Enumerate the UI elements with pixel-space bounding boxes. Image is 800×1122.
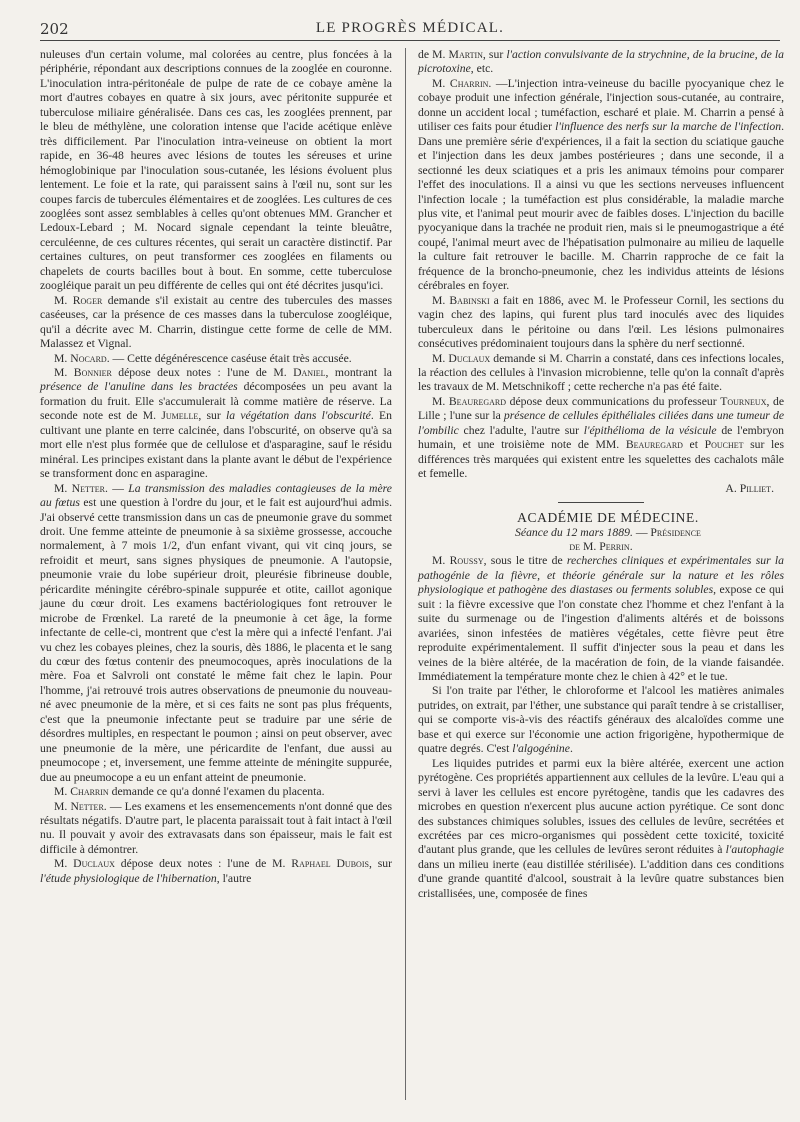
page-header — [40, 18, 780, 41]
paragraph: M. Charrin. —L'injection intra-veineuse du bacille pyocyanique chez le cobaye produit une infection générale, l'injection sous-cutanée, au contraire, donne un accident local ; tuméfaction, escharé et plaie. M. Charrin a pensé à utiliser ces faits pour étudier l'influence des nerfs sur la marche de l'infection. Dans une première série d'expériences, il a fait la section du sciatique gauche et l'injection dans les deux jambes postérieures ; dans une seconde, il a sectionné les deux sciatiques et a pris les animaux témoins pour comparer l'effet des inoculations. Il a ainsi vu que les sections nerveuses influencent l'infection locale ; la tuméfaction est plus considérable, la maladie marche plus vite, et l'animal peut mourir avec de faibles doses. L'injection du bacille pyocyanique dans la trachée ne produit rien, mais si le pneumogastrique a été coupé, l'animal meurt avec de l'hépatisation pulmonaire au milieu de laquelle la culture fait retrouver le bacille. M. Charrin rapproche de ce fait la fréquence de la broncho-pneumonie, chez les individus atteints de lésions cérébrales en foyer. — [418, 76, 784, 293]
paragraph: M. Bonnier dépose deux notes : l'une de M. Daniel, montrant la présence de l'anuline dans les bractées décomposées un peu avant la formation du fruit. Elle s'accumulerait là comme matière de réserve. La seconde note est de M. Jumelle, sur la végétation dans l'obscurité. En cultivant une plante en terre calcinée, dans l'obscurité, on observe qu'à sa mort elle n'est plus formée que de cellulose et d'asparagine, sauf le résidu minéral. Les principes existant dans la plante avant le début de l'expérience se transforment donc en asparagine. — [40, 365, 393, 481]
paragraph: M. Netter. — La transmission des maladies contagieuses de la mère au fœtus est une question à l'ordre du jour, et le fait est aujourd'hui admis. J'ai observé cette transmission dans un cas de pneumonie grave du sommet droit. Une femme atteinte de pneumonie à sa sixième grossesse, accouche normalement, à 7 mois 1/2, d'un enfant vivant, qui vit cinq jours, se refroidit et meurt, sans signes physiques de pneumonie. A l'autopsie, pneumonie vraie du lobe supérieur droit, pleurésie fibrineuse double, péricardite méningite cérébro-spinale suppurée et otite, caillot agonique jaune du cœur droit. Les examens bactériologiques font retrouver le microbe de Frœnkel. La rareté de la pneumonie à cet âge, la forme infectante de celle-ci, montrent que c'est la mère qui a infecté l'enfant. J'ai vu chez les cobayes pleines, chez la souris, dès 1886, le placenta et le sang du cœur des fœtus contenir des pneumocoques, après inoculations de la mère. Foa et Salvroli ont constaté le même fait chez le lapin. Pour l'homme, j'ai retrouvé trois autres observations de pneumonie du nouveau-né avec pneumonie de la mère, et si ces faits ne sont pas plus fréquents, c'est que la pneumonie infectante peut se traduire par une série de désordres multiples, en respectant le poumon ; ainsi on peut observer, avec une pneumonie de la mère, une péricardite de l'enfant, due aussi au pneumocope ; et, inversement, une femme atteinte de méningite suppurée, due au pneumocope a eu un enfant atteint de pneumonie. — [40, 481, 392, 784]
paragraph: M. Roussy, sous le titre de recherches cliniques et expérimentales sur la pathogénie de la fièvre, et théorie générale sur la nature et les rôles physiologique et pathogène des diastases ou ferments solubles, expose ce qui suit : la fièvre excessive que l'on constate chez l'homme et chez l'enfant à la suite du surmenage ou de l'ingestion d'aliments altérés et de boissons avariées, sinon infestées de matières végétales, cette fièvre peut être reproduite expérimentalement. Il suffit d'injecter sous la peau et dans les veines de la bière altérée, de la macération de foin, de la viande faisandée. Immédiatement la température monte chez le chien à 42° et le tue. — [418, 554, 785, 684]
section-subtitle: Séance du 12 mars 1889. — Présidence de M. Perrin. — [515, 525, 701, 553]
paragraph: M. Duclaux dépose deux notes : l'une de M. Raphael Dubois, sur l'étude physiologique de l'hibernation, l'autre — [40, 857, 392, 885]
journal-title: LE PROGRÈS MÉDICAL. — [315, 20, 505, 36]
section-title: ACADÉMIE DE MÉDECINE. — [517, 510, 699, 526]
paragraph: nuleuses d'un certain volume, mal colorées au centre, plus foncées à la périphérie, répondant aux descriptions connues de la zooglée en couronne. L'inoculation intra-péritonéale de pulpe de rate de ce cobaye amène la mort d'autres cobayes en quatre à six jours, avec péritonite suppurée et tuberculose miliaire généralisée. Dans ces cas, les zooglées prennent, par le bleu de méthylène, une coloration intense que l'acide acétique enlève très difficilement. Par l'inoculation intra-veineuse on obtient la mort rapide, en 36-48 heures avec lésions de toutes les séreuses et urine hémoglobinique par l'inoculation sous-cutanée, les lésions évoluent plus lentement. Le foie et la rate, qui paraissent sains à l'œil nu, sont sur les coupes farcis de tubercules élémentaires et de zooglées. Les cultures de ces zooglées sont assez semblables à celles qu'ont obtenues MM. Grancher et Ledoux-Lebard ; M. Nocard signale cependant la teinte bleuâtre, cerculéenne, de ces cultures récentes, qui serait un caractère distinctif. Par certaines cultures, on peut transformer ces zooglées en filaments ou chapelets de courts bacilles bout à bout. En somme, cette tuberculose zoogléique parait un peu différente de celles qui ont été décrites jusqu'ici. — [40, 48, 392, 293]
paragraph: M. Netter. — Les examens et les ensemencements n'ont donné que des résultats négatifs. D'autre part, le placenta paraissait tout à fait intact à l'œil nu. Il pouvait y avoir des extravasats dans son épaisseur, mais le fait est difficile à démontrer. — [40, 799, 392, 856]
paragraph: Les liquides putrides et parmi eux la bière altérée, exercent une action pyrétogène. Ces propriétés appartiennent aux cellules de la levûre. L'eau qui a servi à laver les cellules est encore pyrétogène, tandis que les cadavres des microbes en question n'exercent plus aucune action pyrétique. Ce sont donc des substances chimiques solubles, issues des cellules de levûre, secrétées et excrétées par ces micro-organismes qui possèdent cette toxicité, toxicité d'autant plus grande, que les cellules de levûres seront réduites à l'autophagie dans un milieu inerte (eau distillée stérilisée). L'addition dans ces conditions d'une grande quantité d'alcool, soustrait à la levûre quatre substances bien cristallisées, une, composée de fines — [418, 756, 784, 900]
paragraph: Si l'on traite par l'éther, le chloroforme et l'alcool les matières animales putrides, on extrait, par l'éther, une substance qui paraît tendre à se cristalliser, qui se comporte vis-à-vis des réactifs généraux des alcaloïdes comme une base et qui exerce sur l'économie une action frigorigène, hypothermique de quatre degrés. C'est l'algogénine. — [418, 684, 784, 756]
column-divider — [405, 48, 406, 1100]
left-column — [40, 48, 392, 886]
paragraph: M. Roger demande s'il existait au centre des tubercules des masses caséeuses, car la présence de ces masses dans la tuberculose zoogléique, qu'il a décrite avec M. Charrin, distingue cette forme de celle de MM. Malassez et Vignal. — [40, 293, 392, 351]
paragraph: M. Charrin demande ce qu'a donné l'examen du placenta. — [54, 785, 325, 799]
right-column — [418, 48, 784, 901]
section-separator — [558, 502, 644, 503]
paragraph: de M. Martin, sur l'action convulsivante de la strychnine, de la brucine, de la picrotoxine, etc. — [418, 48, 784, 76]
page-number: 202 — [40, 20, 69, 38]
paragraph: M. Nocard. — Cette dégénérescence caséuse était très accusée. — [54, 351, 352, 365]
paragraph: M. Duclaux demande si M. Charrin a constaté, dans ces infections locales, la réaction des cellules à l'invasion microbienne, telle qu'on la connaît d'après les travaux de M. Metschnikoff ; cette recherche n'a pas été faite. — [418, 351, 784, 394]
paragraph: M. Babinski a fait en 1886, avec M. le Professeur Cornil, les sections du vagin chez des lapins, qui furent plus tard inoculés avec des liquides tuberculeux dans le péritoine ou dans l'œil. Les lésions pulmonaires consécutives prédominaient toujours dans la sphère du nerf sectionné. — [418, 293, 784, 351]
paragraph: M. Beauregard dépose deux communications du professeur Tourneux, de Lille ; l'une sur la présence de cellules épithéliales ciliées dans une tumeur de l'ombilic chez l'adulte, l'autre sur l'épithélioma de la vésicule de l'embryon humain, et une troisième note de MM. Beauregard et Pouchet sur les différences très marquées qui existent entre les squelettes des cachalots mâle et femelle. — [418, 394, 785, 481]
author-signature: A. Pilliet. — [725, 481, 774, 495]
